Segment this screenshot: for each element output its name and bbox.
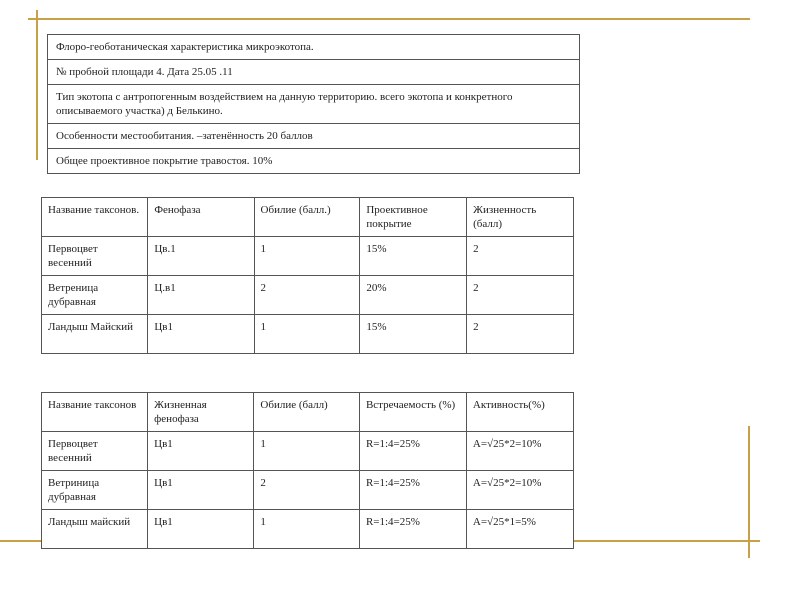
table-cell: 1: [254, 432, 360, 471]
table-cell: 1: [254, 237, 360, 276]
table-cell: R=1:4=25%: [359, 432, 466, 471]
header-cell: Название таксонов: [42, 393, 148, 432]
microecotope-info-table: [47, 34, 580, 174]
header-cell: Обилие (балл): [254, 393, 360, 432]
table-row: [42, 276, 574, 315]
header-cell: Активность(%): [466, 393, 573, 432]
table-cell: 20%: [360, 276, 467, 315]
info-type: Тип экотопа с антропогенным воздействием на данную территорию. всего экотопа и конкретного описываемого участка) д Белькино.: [48, 85, 580, 124]
taxa-phenophase-table: [41, 197, 574, 354]
info-coverage: Общее проективное покрытие травостоя. 10%: [48, 149, 580, 174]
table-cell: A=√25*2=10%: [466, 432, 573, 471]
table-cell: Цв.1: [148, 237, 254, 276]
info-title: Флоро-геоботаническая характеристика микроэкотопа.: [48, 35, 580, 60]
table-cell: 2: [467, 276, 574, 315]
taxa-activity-table: [41, 392, 574, 549]
header-cell: Жизненная фенофаза: [148, 393, 254, 432]
table-cell: A=√25*1=5%: [466, 510, 573, 549]
header-cell: Название таксонов.: [42, 198, 148, 237]
table-cell: R=1:4=25%: [359, 471, 466, 510]
table-cell: 2: [467, 237, 574, 276]
table-cell: 1: [254, 510, 360, 549]
table-cell: 15%: [360, 237, 467, 276]
table-cell: Цв1: [148, 510, 254, 549]
table-cell: Цв1: [148, 315, 254, 354]
header-cell: Жизненность (балл): [467, 198, 574, 237]
header-cell: Встречаемость (%): [359, 393, 466, 432]
table-cell: 2: [254, 471, 360, 510]
table-cell: Ландыш майский: [42, 510, 148, 549]
table-cell: 15%: [360, 315, 467, 354]
info-plot: № пробной площади 4. Дата 25.05 .11: [48, 60, 580, 85]
table-cell: Ц.в1: [148, 276, 254, 315]
header-cell: Фенофаза: [148, 198, 254, 237]
table-cell: Первоцвет весенний: [42, 432, 148, 471]
decorative-frame-line: [28, 18, 750, 20]
table-cell: Цв1: [148, 471, 254, 510]
table-cell: Ландыш Майский: [42, 315, 148, 354]
table-row: [42, 471, 574, 510]
table-row: [42, 237, 574, 276]
table-cell: 1: [254, 315, 360, 354]
table-row: [42, 510, 574, 549]
header-cell: Проективное покрытие: [360, 198, 467, 237]
table-header-row: [42, 198, 574, 237]
table-cell: Первоцвет весенний: [42, 237, 148, 276]
decorative-frame-line: [748, 426, 750, 558]
decorative-frame-line: [36, 10, 38, 160]
header-cell: Обилие (балл.): [254, 198, 360, 237]
table-cell: R=1:4=25%: [359, 510, 466, 549]
table-cell: A=√25*2=10%: [466, 471, 573, 510]
table-cell: 2: [467, 315, 574, 354]
table-cell: Цв1: [148, 432, 254, 471]
table-cell: 2: [254, 276, 360, 315]
table-header-row: [42, 393, 574, 432]
table-cell: Ветреница дубравная: [42, 276, 148, 315]
table-row: [42, 432, 574, 471]
table-cell: Ветриница дубравная: [42, 471, 148, 510]
table-row: [42, 315, 574, 354]
info-habitat: Особенности местообитания. –затенённость 20 баллов: [48, 124, 580, 149]
